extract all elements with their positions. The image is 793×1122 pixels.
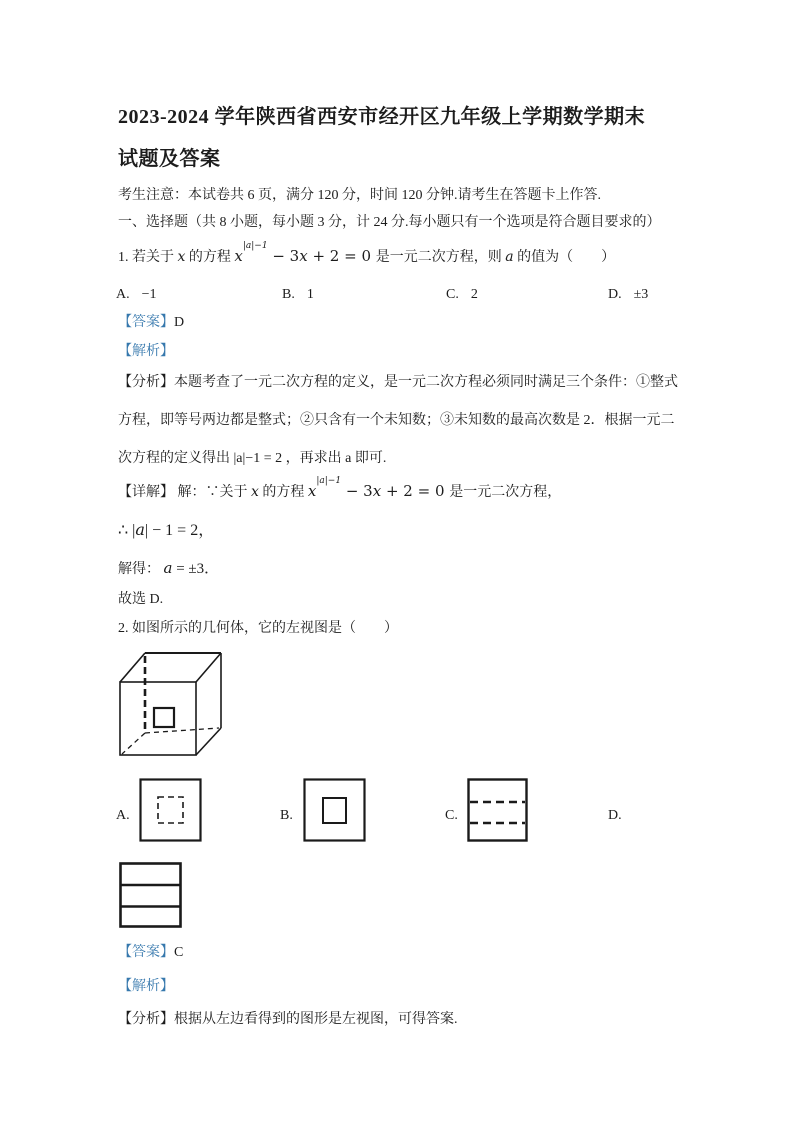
q1-option-c xyxy=(446,285,478,305)
page-title xyxy=(118,96,645,180)
q1-detail-line4: 故选 D. xyxy=(118,592,164,607)
q1-line3-var: a xyxy=(163,559,173,577)
q2-option-a-label: A. xyxy=(116,808,130,823)
q1-detail-var-x: x xyxy=(251,484,259,500)
q1-analysis-line3: 次方程的定义得出 |a|−1 = 2 ，再求出 a 即可. xyxy=(118,451,387,466)
q2-option-b-label: B. xyxy=(280,808,293,823)
q1-line2-post: | − 1 = 2， xyxy=(144,522,215,539)
option-b-figure xyxy=(303,778,366,842)
option-c-figure xyxy=(467,778,528,842)
q1-detail-label: 【详解】 xyxy=(118,485,174,500)
q1-line2-pre: ∴ | xyxy=(118,522,136,539)
q1-var-x: x xyxy=(177,249,186,265)
q2-answer-value: C xyxy=(174,945,184,960)
q1-stem-pre: 1. 若关于 xyxy=(118,250,174,265)
q1-detail-post: 是一元二次方程， xyxy=(449,485,562,500)
q1-detail-pre: 解：∵关于 xyxy=(177,485,248,500)
q1-option-d-label: D. xyxy=(608,287,622,302)
exam-notice: 考生注意：本试卷共 6 页，满分 120 分，时间 120 分钟.请考生在答题卡上作答. xyxy=(118,188,601,203)
q1-stem-post: 的值为（ ） xyxy=(517,250,616,265)
q1-answer-line xyxy=(118,313,184,333)
q2-option-d-label: D. xyxy=(608,808,622,823)
q1-detail-mid: 的方程 xyxy=(262,485,305,500)
option-d-figure xyxy=(119,862,182,928)
question-1-stem xyxy=(118,241,616,268)
page-title-line2: 试题及答案 xyxy=(118,148,221,170)
q1-equation: $x^{|a|-1} - 3x + 2 = 0$ xyxy=(234,241,376,265)
q1-option-a-label: A. xyxy=(116,287,130,302)
q1-stem-mid: 的方程 xyxy=(188,250,231,265)
q1-analysis-paragraph xyxy=(118,364,678,478)
q1-option-d-value: ±3 xyxy=(633,287,649,302)
q1-option-c-value: 2 xyxy=(470,287,478,302)
page-title-line1: 2023-2024 学年陕西省西安市经开区九年级上学期数学期末 xyxy=(118,106,646,128)
cube-figure xyxy=(114,648,229,766)
front-face-square-hole xyxy=(154,708,174,727)
q1-option-b-label: B. xyxy=(282,287,295,302)
q1-option-b xyxy=(282,285,314,305)
q1-detail-line1 xyxy=(118,476,562,503)
q1-stem-mid2: 是一元二次方程，则 xyxy=(375,250,502,265)
q2-explain-label: 【解析】 xyxy=(118,979,174,994)
q2-answer-line xyxy=(118,943,183,963)
q1-line3-post: = ±3． xyxy=(172,561,220,577)
q1-detail-line3 xyxy=(118,558,219,580)
q1-line2-var: a xyxy=(135,520,145,539)
q1-answer-value: D xyxy=(174,315,185,330)
q1-analysis-line1: 【分析】本题考查了一元二次方程的定义，是一元二次方程必须同时满足三个条件：①整式 xyxy=(118,375,678,390)
q1-option-b-value: 1 xyxy=(306,287,314,302)
q1-detail-equation: $x^{|a|-1} - 3x + 2 = 0$ xyxy=(307,476,450,500)
q1-answer-label: 【答案】 xyxy=(118,315,174,330)
q2-option-c-label: C. xyxy=(445,808,458,823)
q1-option-a-value: −1 xyxy=(141,287,157,302)
question-2-stem: 2. 如图所示的几何体，它的左视图是（ ） xyxy=(118,621,398,636)
q1-analysis-line2: 方程，即等号两边都是整式；②只含有一个未知数；③未知数的最高次数是 2．根据一元二 xyxy=(118,413,675,428)
section-heading: 一、选择题（共 8 小题，每小题 3 分，计 24 分.每小题只有一个选项是符合题目要求的） xyxy=(118,215,661,230)
q1-var-a: a xyxy=(505,249,514,265)
q1-option-d xyxy=(608,285,648,305)
q1-option-c-label: C. xyxy=(446,287,459,302)
q2-analysis: 【分析】根据从左边看得到的图形是左视图，可得答案. xyxy=(118,1012,458,1027)
q1-detail-line2 xyxy=(118,520,214,541)
q2-answer-label: 【答案】 xyxy=(118,945,174,960)
q1-explain-label: 【解析】 xyxy=(118,344,174,359)
option-a-figure xyxy=(139,778,202,842)
q1-option-a xyxy=(116,285,157,305)
q1-line3-pre: 解得： xyxy=(118,562,160,577)
